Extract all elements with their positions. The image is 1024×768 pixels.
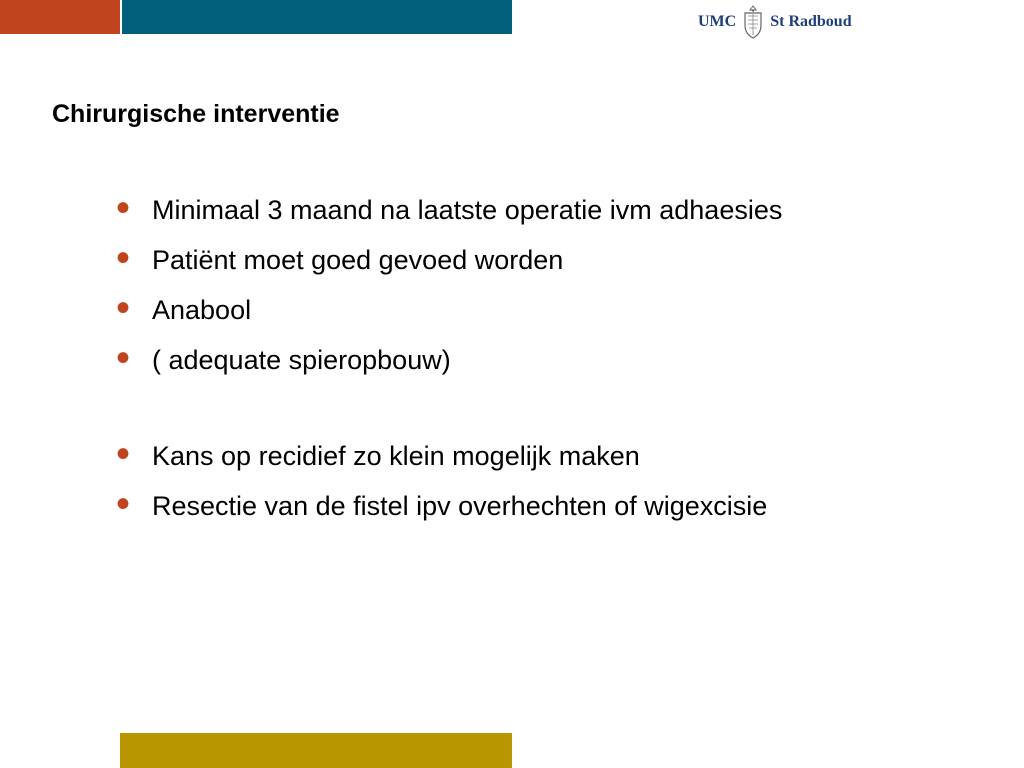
bullet-dot-icon: • xyxy=(116,482,131,526)
bullet-item xyxy=(116,286,996,345)
bullet-text: Patiënt moet goed gevoed worden xyxy=(152,245,564,275)
bullet-text: ( adequate spieropbouw) xyxy=(152,345,451,375)
bullet-item xyxy=(116,482,996,541)
slide-title: Chirurgische interventie xyxy=(52,100,340,128)
bullet-item xyxy=(116,236,996,295)
bullet-text: Resectie van de fistel ipv overhechten of wigexcisie xyxy=(152,491,768,521)
logo-text-umc: UMC xyxy=(698,13,737,30)
bullet-dot-icon: • xyxy=(116,286,131,330)
radboud-crest-icon xyxy=(740,5,766,39)
bullet-list xyxy=(116,186,996,541)
bullet-item xyxy=(116,432,996,491)
umc-st-radboud-logo xyxy=(698,4,852,40)
bullet-text: Kans op recidief zo klein mogelijk maken xyxy=(152,441,640,471)
header-accent-bar-red xyxy=(0,0,120,34)
bullet-text: Anabool xyxy=(152,295,252,325)
logo-text-st-radboud: St Radboud xyxy=(770,13,852,30)
bullet-dot-icon: • xyxy=(116,236,131,280)
bullet-item xyxy=(116,186,996,245)
bullet-text: Minimaal 3 maand na laatste operatie ivm adhaesies xyxy=(152,195,783,225)
bullet-dot-icon: • xyxy=(116,432,131,476)
footer-accent-bar-gold xyxy=(120,733,512,768)
bullet-item xyxy=(116,336,996,395)
bullet-dot-icon: • xyxy=(116,186,131,230)
header-accent-bar-teal xyxy=(122,0,512,34)
bullet-dot-icon: • xyxy=(116,336,131,380)
